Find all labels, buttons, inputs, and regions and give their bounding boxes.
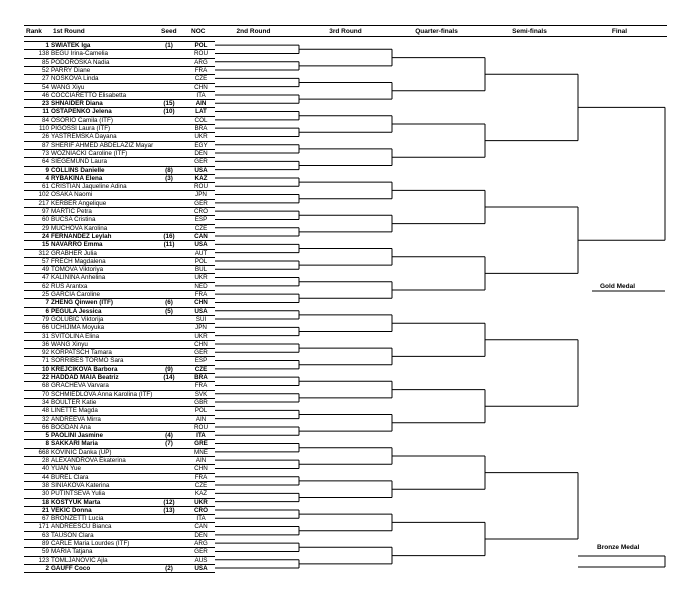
player-rank: 57 [41, 257, 49, 265]
player-seed: (11) [163, 241, 175, 249]
player-name: BUCSA Cristina [51, 216, 96, 224]
player-noc: AIN [195, 457, 207, 464]
player-noc: UKR [194, 133, 208, 141]
player-noc: JPN [195, 191, 207, 199]
player-rank: 73 [41, 149, 49, 157]
player-rank: 10 [41, 365, 49, 373]
player-name: SORRIBES TORMO Sara [51, 357, 124, 365]
player-rank: 68 [41, 382, 49, 390]
player-noc: CAN [194, 232, 208, 240]
player-name: SINIAKOVA Katerina [51, 481, 110, 489]
player-noc: POL [194, 257, 208, 265]
player-rank: 66 [41, 423, 49, 431]
player-rank: 8 [45, 440, 49, 448]
player-noc: KAZ [194, 174, 208, 182]
player-rank: 28 [41, 457, 49, 464]
player-seed: (16) [163, 232, 175, 240]
player-name: NOSKOVA Linda [51, 75, 99, 83]
player-rank: 46 [41, 91, 49, 99]
player-noc: SUI [195, 315, 207, 323]
player-name: ZHENG Qinwen (ITF) [51, 299, 113, 307]
player-name: YUAN Yue [51, 465, 81, 473]
player-noc: POL [194, 407, 208, 415]
player-name: GARCIA Caroline [51, 291, 100, 298]
player-rank: 5 [45, 432, 49, 440]
player-name: MUCHOVA Karolina [51, 224, 108, 232]
player-noc: CAN [194, 523, 208, 531]
player-seed: (8) [165, 166, 173, 174]
player-noc: ROU [194, 423, 208, 431]
player-name: ANDREEVA Mirra [51, 415, 101, 423]
player-noc: BUL [194, 266, 208, 274]
player-name: PAOLINI Jasmine [51, 432, 104, 440]
player-noc: EGY [194, 141, 208, 149]
player-noc: AIN [195, 100, 207, 108]
player-rank: 63 [41, 531, 49, 539]
player-seed: (15) [163, 100, 175, 108]
player-name: NAVARRO Emma [51, 241, 103, 249]
player-noc: ROU [194, 50, 208, 58]
player-rank: 32 [41, 415, 49, 423]
player-noc: BRA [194, 125, 208, 132]
player-name: BUREL Clara [51, 473, 89, 481]
player-rank: 26 [41, 133, 49, 141]
column-header-first-round: 1st Round [53, 28, 85, 35]
player-noc: GER [194, 199, 208, 207]
player-noc: UKR [194, 498, 208, 506]
player-name: SVITOLINA Elina [51, 332, 100, 340]
player-rank: 67 [41, 515, 49, 523]
player-noc: ARG [194, 540, 208, 547]
player-noc: SVK [194, 390, 208, 398]
player-noc: FRA [194, 473, 208, 481]
player-name: OSTAPENKO Jelena [51, 108, 112, 116]
player-rank: 22 [41, 374, 49, 381]
player-rank: 4 [45, 174, 49, 182]
player-noc: ARG [194, 58, 208, 66]
player-rank: 2 [45, 564, 49, 572]
player-noc: CHN [194, 83, 208, 91]
player-noc: GER [194, 548, 208, 556]
player-name: WOZNIACKI Caroline (ITF) [51, 149, 128, 157]
player-rank: 87 [41, 141, 49, 149]
player-name: BOULTER Katie [51, 398, 97, 406]
player-rank: 171 [38, 523, 49, 531]
player-seed: (5) [165, 307, 173, 315]
player-noc: DEN [194, 531, 208, 539]
player-name: PIGOSSI Laura (ITF) [51, 125, 111, 132]
player-name: PEGULA Jessica [51, 307, 102, 315]
player-noc: DEN [194, 149, 208, 157]
player-rank: 49 [41, 266, 49, 274]
player-noc: CZE [194, 481, 208, 489]
player-rank: 44 [41, 473, 49, 481]
player-rank: 59 [41, 548, 49, 556]
player-rank: 138 [38, 50, 49, 58]
player-name: TOMLJANOVIC Ajla [51, 556, 108, 564]
player-rank: 47 [41, 274, 49, 282]
player-name: KERBER Angelique [51, 199, 107, 207]
player-name: TOMOVA Viktoriya [51, 266, 104, 274]
player-name: ALEXANDROVA Ekaterina [51, 457, 126, 464]
player-name: SCHMIEDLOVA Anna Karolina (ITF) [51, 390, 153, 398]
player-name: WANG Xinyu [51, 340, 88, 348]
player-noc: ITA [196, 91, 206, 99]
player-noc: AIN [195, 415, 207, 423]
player-name: ANDREESCU Bianca [51, 523, 112, 531]
player-rank: 15 [41, 241, 49, 249]
player-rank: 11 [42, 108, 49, 116]
player-name: KALININA Anhelina [51, 274, 106, 282]
player-seed: (6) [165, 299, 173, 307]
player-noc: COL [194, 116, 208, 124]
player-name: FERNANDEZ Leylah [51, 232, 112, 240]
player-rank: 60 [41, 216, 49, 224]
player-rank: 25 [41, 291, 49, 298]
column-header-noc: NOC [191, 28, 206, 35]
player-name: KORPATSCH Tamara [51, 349, 112, 357]
player-rank: 110 [38, 125, 49, 132]
player-name: UCHIJIMA Moyuka [51, 324, 105, 332]
player-rank: 23 [41, 100, 49, 108]
player-rank: 29 [41, 224, 49, 232]
player-rank: 64 [41, 158, 49, 166]
player-name: SHNAIDER Diana [51, 100, 103, 108]
player-name: TAUSON Clara [51, 531, 94, 539]
player-rank: 102 [38, 191, 49, 199]
player-name: YASTREMSKA Dayana [51, 133, 117, 141]
player-rank: 668 [38, 448, 49, 456]
player-seed: (12) [163, 498, 175, 506]
player-seed: (14) [163, 374, 175, 381]
column-header-final: Final [611, 28, 628, 35]
player-name: SHERIF AHMED ABDELAZIZ Mayar [51, 141, 154, 149]
player-noc: CHN [194, 340, 208, 348]
player-rank: 38 [41, 481, 49, 489]
player-rank: 97 [41, 208, 49, 215]
player-noc: FRA [194, 382, 208, 390]
player-noc: MNE [194, 448, 208, 456]
player-rank: 71 [41, 357, 49, 365]
player-noc: GER [194, 349, 208, 357]
player-rank: 123 [38, 556, 49, 564]
player-noc: ITA [196, 515, 206, 523]
player-rank: 34 [41, 398, 49, 406]
player-name: COLLINS Danielle [51, 166, 105, 174]
column-header-semifinals: Semi-finals [512, 28, 547, 35]
player-rank: 62 [41, 282, 49, 290]
player-name: BOGDAN Ana [51, 423, 91, 431]
player-rank: 312 [38, 249, 49, 257]
player-rank: 27 [41, 75, 49, 83]
player-name: SWIATEK Iga [51, 42, 91, 49]
player-noc: NED [194, 282, 208, 290]
player-name: OSORIO Camila (ITF) [51, 116, 113, 124]
player-rank: 66 [41, 324, 49, 332]
player-rank: 85 [41, 58, 49, 66]
player-name: COCCIARETTO Elisabetta [51, 91, 127, 99]
player-name: WANG Xiyu [51, 83, 85, 91]
player-rank: 31 [41, 332, 49, 340]
player-rank: 61 [41, 183, 49, 191]
player-noc: CRO [194, 506, 208, 514]
column-header-third-round: 3rd Round [329, 28, 362, 35]
player-noc: CRO [194, 208, 208, 215]
player-seed: (13) [163, 506, 175, 514]
player-rank: 52 [41, 66, 49, 74]
player-rank: 79 [41, 315, 49, 323]
player-noc: GER [194, 158, 208, 166]
player-rank: 54 [41, 83, 49, 91]
player-name: GAUFF Coco [51, 564, 91, 572]
player-name: RYBAKINA Elena [51, 174, 103, 182]
player-seed: (9) [165, 365, 173, 373]
player-noc: CZE [194, 75, 208, 83]
player-noc: AUS [194, 556, 208, 564]
player-noc: CHN [194, 465, 208, 473]
player-rank: 18 [41, 498, 49, 506]
player-noc: USA [194, 564, 208, 572]
player-name: RUS Arantxa [51, 282, 88, 290]
player-noc: FRA [194, 291, 208, 298]
player-noc: BRA [194, 374, 208, 381]
gold-medal-label: Gold Medal [600, 283, 636, 290]
player-rank: 40 [41, 465, 49, 473]
player-noc: KAZ [194, 490, 208, 498]
player-name: MARTIC Petra [51, 208, 92, 215]
player-noc: UKR [194, 274, 208, 282]
player-noc: POL [194, 42, 208, 49]
player-name: GRACHEVA Varvara [51, 382, 109, 390]
column-header-rank: Rank [26, 28, 42, 35]
player-noc: ESP [194, 357, 208, 365]
column-header-quarterfinals: Quarter-finals [415, 28, 458, 35]
column-header-seed: Seed [161, 28, 177, 35]
player-noc: CZE [194, 365, 208, 373]
player-rank: 70 [41, 390, 49, 398]
player-noc: CHN [194, 299, 208, 307]
player-rank: 9 [45, 166, 49, 174]
player-seed: (2) [165, 564, 173, 572]
player-name: HADDAD MAIA Beatriz [51, 374, 119, 381]
player-seed: (7) [165, 440, 173, 448]
player-rank: 6 [45, 307, 49, 315]
player-noc: ROU [194, 183, 208, 191]
player-name: CARLE Maria Lourdes (ITF) [51, 540, 130, 547]
player-name: VEKIC Donna [51, 506, 92, 514]
player-rank: 1 [45, 42, 49, 49]
bronze-medal-label: Bronze Medal [597, 544, 640, 551]
player-noc: GBR [194, 398, 208, 406]
player-noc: ESP [194, 216, 208, 224]
player-name: MARIA Tatjana [51, 548, 93, 556]
player-name: BEGU Irina-Camelia [51, 50, 109, 58]
player-rank: 7 [45, 299, 49, 307]
player-name: SIEGEMUND Laura [51, 158, 107, 166]
player-name: OSAKA Naomi [51, 191, 93, 199]
player-name: CRISTIAN Jaqueline Adina [51, 183, 127, 191]
player-rank: 84 [41, 116, 49, 124]
player-rank: 89 [41, 540, 49, 547]
column-header-second-round: 2nd Round [236, 28, 271, 35]
player-seed: (1) [165, 42, 173, 49]
player-noc: FRA [194, 66, 208, 74]
player-name: SAKKARI Maria [51, 440, 98, 448]
player-noc: USA [194, 166, 208, 174]
player-name: PODOROSKA Nadia [51, 58, 110, 66]
player-name: LINETTE Magda [51, 407, 98, 415]
player-noc: GRE [194, 440, 208, 448]
player-noc: ITA [196, 432, 206, 440]
player-name: GRABHER Julia [51, 249, 97, 257]
player-rank: 30 [41, 490, 49, 498]
player-name: BRONZETTI Lucia [51, 515, 104, 523]
player-name: GOLUBIC Viktorija [51, 315, 104, 323]
player-noc: AUT [194, 249, 208, 257]
player-noc: USA [194, 307, 208, 315]
player-noc: UKR [194, 332, 208, 340]
player-rank: 24 [41, 232, 49, 240]
player-noc: LAT [195, 108, 207, 116]
player-rank: 92 [41, 349, 49, 357]
player-noc: JPN [195, 324, 207, 332]
player-name: KOSTYUK Marta [51, 498, 101, 506]
player-noc: CZE [194, 224, 208, 232]
player-name: KOVINIC Danka (UP) [51, 448, 112, 456]
player-name: FRECH Magdalena [51, 257, 106, 265]
player-rank: 217 [38, 199, 49, 207]
player-name: KREJCIKOVA Barbora [51, 365, 118, 373]
player-seed: (4) [165, 432, 173, 440]
player-rank: 48 [41, 407, 49, 415]
player-seed: (3) [165, 174, 173, 182]
player-noc: USA [194, 241, 208, 249]
player-name: PUTINTSEVA Yulia [51, 490, 106, 498]
player-name: PARRY Diane [51, 66, 91, 74]
player-rank: 21 [41, 506, 49, 514]
player-rank: 36 [41, 340, 49, 348]
player-seed: (10) [163, 108, 175, 116]
